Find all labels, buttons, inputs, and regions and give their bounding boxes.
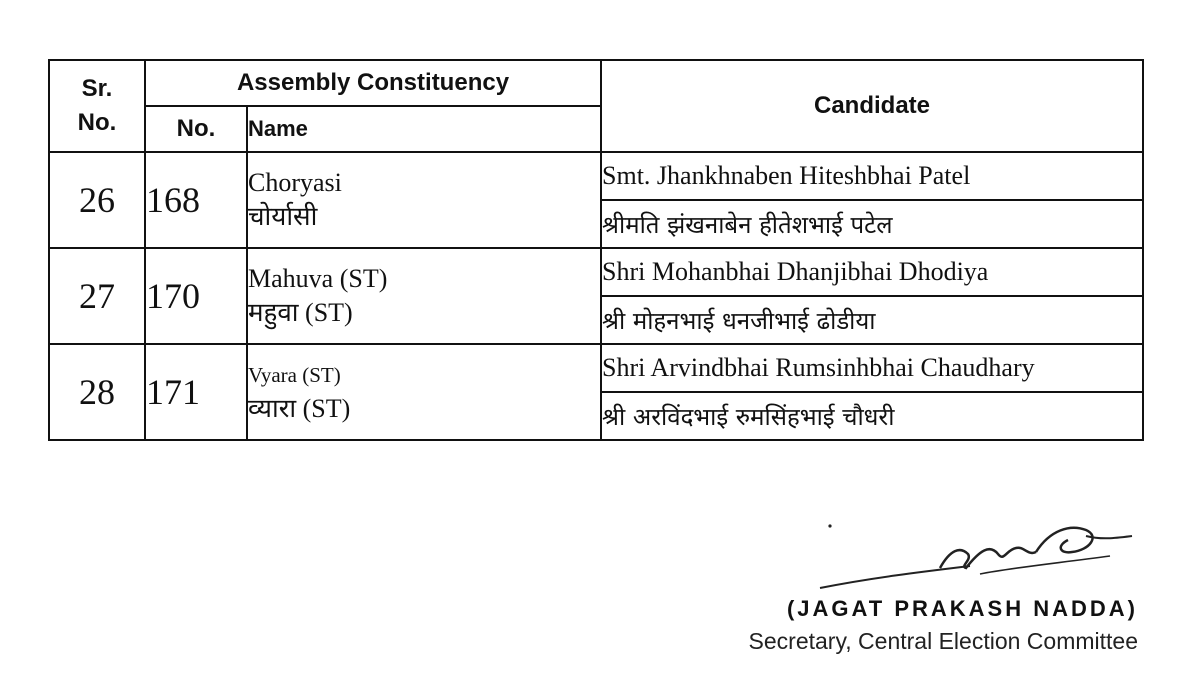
candidate-name-en: Smt. Jhankhnaben Hiteshbhai Patel	[601, 152, 1143, 200]
constituency-name-en: Choryasi	[248, 168, 342, 197]
header-assembly-constituency: Assembly Constituency	[145, 60, 601, 106]
header-ac-no: No.	[145, 106, 247, 152]
ac-no-cell: 168	[145, 152, 247, 248]
constituency-name-cell	[247, 152, 601, 248]
constituency-name-en: Vyara (ST)	[248, 363, 341, 387]
candidate-name-en: Shri Arvindbhai Rumsinhbhai Chaudhary	[601, 344, 1143, 392]
constituency-name-hi: व्यारा (ST)	[248, 394, 351, 423]
header-sr-no	[49, 60, 145, 152]
sr-no-cell: 26	[49, 152, 145, 248]
constituency-name-cell	[247, 248, 601, 344]
candidate-name-hi: श्रीमति झंखनाबेन हीतेशभाई पटेल	[601, 200, 1143, 248]
table-row	[49, 344, 1143, 392]
constituency-name-hi: चोर्यासी	[248, 202, 318, 231]
signature-block	[749, 596, 1138, 655]
header-candidate: Candidate	[601, 60, 1143, 152]
constituency-name-cell	[247, 344, 601, 440]
candidate-name-hi: श्री मोहनभाई धनजीभाई ढोडीया	[601, 296, 1143, 344]
candidate-name-hi: श्री अरविंदभाई रुमसिंहभाई चौधरी	[601, 392, 1143, 440]
ac-no-cell: 170	[145, 248, 247, 344]
candidate-name-en: Shri Mohanbhai Dhanjibhai Dhodiya	[601, 248, 1143, 296]
ac-no-cell: 171	[145, 344, 247, 440]
header-ac-name: Name	[247, 106, 601, 152]
signatory-title: Secretary, Central Election Committee	[748, 628, 1138, 654]
sr-no-cell: 28	[49, 344, 145, 440]
table-row	[49, 152, 1143, 200]
header-sr-no-label: Sr. No.	[77, 75, 117, 136]
constituency-name-hi: महुवा (ST)	[248, 298, 353, 327]
candidate-table	[48, 59, 1144, 441]
constituency-name-en: Mahuva (ST)	[248, 264, 388, 293]
table-row	[49, 248, 1143, 296]
signatory-name: (JAGAT PRAKASH NADDA)	[786, 596, 1138, 621]
signature-image	[810, 510, 1140, 600]
sr-no-cell: 27	[49, 248, 145, 344]
